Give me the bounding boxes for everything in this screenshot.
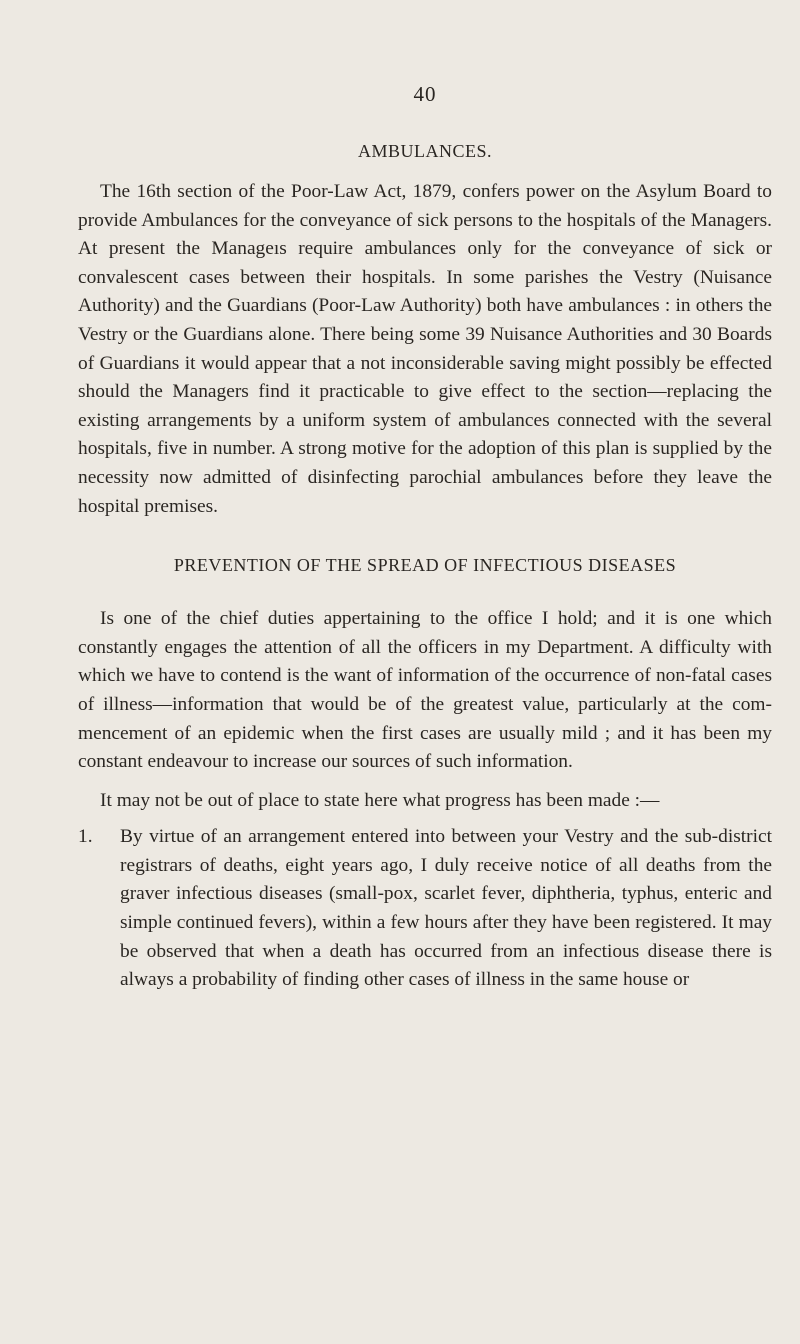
section-heading-ambulances: AMBULANCES. [357,141,492,161]
page-number: 40 [413,82,437,106]
prevention-paragraph-2: It may not be out of place to state here what progress has been made :— [100,789,660,811]
list-item-text: By virtue of an arrangement entered into between your Vestry and the sub-district registrars of deaths, eight years ago, I duly receive notice of all deaths from the graver infectious diseases (small-pox, scarlet fever, diphtheria, typhus, enteric and simple continued fevers), within a few hours after they have been registered. It may be observed that when a death has occurred from an infectious disease there is always a probability of finding other cases of illness in the same house or [120,826,772,991]
list-item-number: 1. [78,826,93,848]
prevention-paragraph-1: Is one of the chief duties appertaining to the office I hold; and it is one which constantly engages the attention of all the officers in my Department. A difficulty with which we have to contend is the want of information of the occurrence of non-fatal cases of illness—information that would be of the greatest value, particularly at the commencement of an epidemic when the first cases are usually mild ; and it has been my constant endeavour to increase our sources of such information. [78,608,772,773]
list-item [78,823,772,995]
section-heading-prevention: PREVENTION OF THE SPREAD OF INFECTIOUS DISEASES [173,555,677,576]
ambulances-paragraph: The 16th section of the Poor-Law Act, 1879, confers power on the Asylum Board to provide Ambulances for the conveyance of sick persons to the hospitals of the Managers. At present the Manageıs require ambulances only for the conveyance of sick or convalescent cases between their hospitals. In some parishes the Vestry (Nuisance Authority) and the Guardians (Poor-Law Authority) both have ambulances : in others the Vestry or the Guardians alone. There being some 39 Nuisance Authorities and 30 Boards of Guardians it would appear that a not inconsiderable saving might possibly be effected should the Managers find it practicable to give effect to the section—replacing the existing arrangements by a uniform system of ambulances connected with the several hospitals, five in number. A strong motive for the adoption of this plan is supplied by the necessity now admitted of disinfecting parochial ambulances before they leave the hospital premises. [78,181,772,517]
document-page [78,82,772,995]
